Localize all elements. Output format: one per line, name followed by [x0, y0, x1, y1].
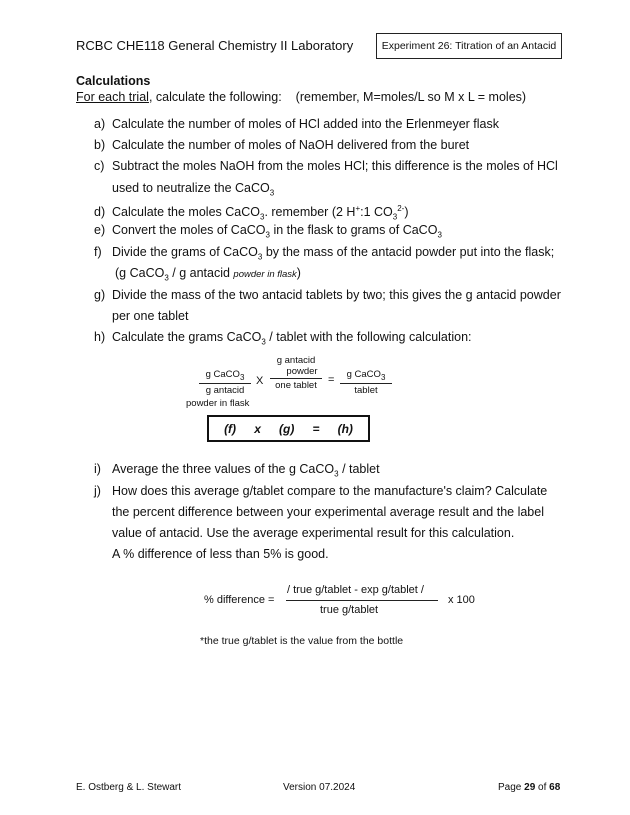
fraction-1-den: g antacid — [205, 384, 245, 396]
list-item-d: d) Calculate the moles CaCO$_3$. remember (2 H+:1 $CO_3^{2-}$) — [94, 204, 409, 222]
list-item-h: h) Calculate the grams CaCO$_3$ / tablet with the following calculation: — [94, 330, 472, 347]
times-sign: X — [256, 375, 264, 387]
percent-diff-bar — [286, 600, 438, 601]
fraction-1-bar — [199, 383, 251, 384]
list-item-g: g) Divide the mass of the two antacid tablets by two; this gives the g antacid powder — [94, 288, 561, 302]
box-h: (h) — [337, 421, 353, 436]
list-item-f: f) Divide the grams of CaCO$_3$ by the mass of the antacid powder put into the flask; — [94, 245, 555, 262]
list-item-a: a) Calculate the number of moles of HCl added into the Erlenmeyer flask — [94, 117, 499, 131]
list-item-b: b) Calculate the number of moles of NaOH delivered from the buret — [94, 138, 470, 152]
list-item-g-cont: per one tablet — [112, 309, 189, 323]
footer-authors: E. Ostberg & L. Stewart — [76, 782, 182, 793]
fraction-2 — [270, 355, 322, 391]
percent-diff-label: % difference = — [204, 594, 275, 606]
list-item-j: j) How does this average g/tablet compare to the manufacture's claim? Calculate — [94, 484, 548, 498]
course-title: RCBC CHE118 General Chemistry II Laboratory — [76, 38, 354, 53]
fraction-1-num: g CaCO$_3$ — [205, 369, 245, 382]
fraction-1-den2: powder in flask — [186, 398, 250, 409]
fraction-2-den: one tablet — [275, 380, 317, 391]
list-item-j-cont2: value of antacid. Use the average experimental result for this calculation. — [112, 526, 515, 540]
intro-rest: , calculate the following: — [148, 90, 282, 104]
fraction-1 — [199, 369, 251, 396]
box-eq: = — [312, 421, 320, 436]
percent-diff-numerator: / true g/tablet - exp g/tablet / — [287, 584, 424, 596]
list-item-c-cont: used to neutralize the CaCO$_3$ — [112, 181, 275, 198]
intro-line — [76, 90, 526, 104]
fraction-3 — [340, 369, 392, 396]
fraction-2-num1: g antacid — [276, 355, 316, 366]
experiment-box — [376, 33, 562, 59]
list-item-e: e) Convert the moles of CaCO$_3$ in the flask to grams of CaCO$_3$ — [94, 223, 442, 240]
fraction-3-den: tablet — [354, 384, 378, 396]
list-item-j-cont3: A % difference of less than 5% is good. — [112, 547, 329, 561]
experiment-title: Experiment 26: Titration of an Antacid — [381, 40, 557, 52]
fraction-2-bar — [270, 378, 322, 379]
footer-version: Version 07.2024 — [283, 782, 356, 793]
list-item-f-cont: (g CaCO$_3$ / g antacid powder in flask) — [115, 266, 301, 283]
percent-diff-multiplier: x 100 — [448, 594, 475, 606]
box-x: x — [254, 421, 261, 436]
footer-page-total: 68 — [549, 782, 561, 793]
percent-diff-note: *the true g/tablet is the value from the bottle — [200, 635, 404, 647]
footer-page-num: 29 — [524, 782, 536, 793]
intro-remember: (remember, M=moles/L so M x L = moles) — [295, 90, 527, 104]
equals-sign: = — [328, 374, 335, 386]
list-item-i: i) Average the three values of the g CaCO$_3$ / tablet — [94, 462, 380, 479]
intro-underlined: For each trial — [76, 90, 149, 104]
footer-page: Page 29 of 68 — [498, 782, 561, 793]
formula-box — [207, 415, 370, 442]
box-g: (g) — [279, 421, 295, 436]
fraction-2-num2: powder — [286, 366, 318, 377]
fraction-3-num: g CaCO$_3$ — [346, 369, 386, 382]
list-item-j-cont1: the percent difference between your experimental average result and the label — [112, 505, 544, 519]
box-f: (f) — [224, 421, 237, 436]
percent-diff-denominator: true g/tablet — [320, 604, 379, 616]
fraction-3-bar — [340, 383, 392, 384]
list-item-c: c) Subtract the moles NaOH from the moles HCl; this difference is the moles of HCl — [94, 159, 558, 173]
section-title: Calculations — [76, 74, 151, 88]
